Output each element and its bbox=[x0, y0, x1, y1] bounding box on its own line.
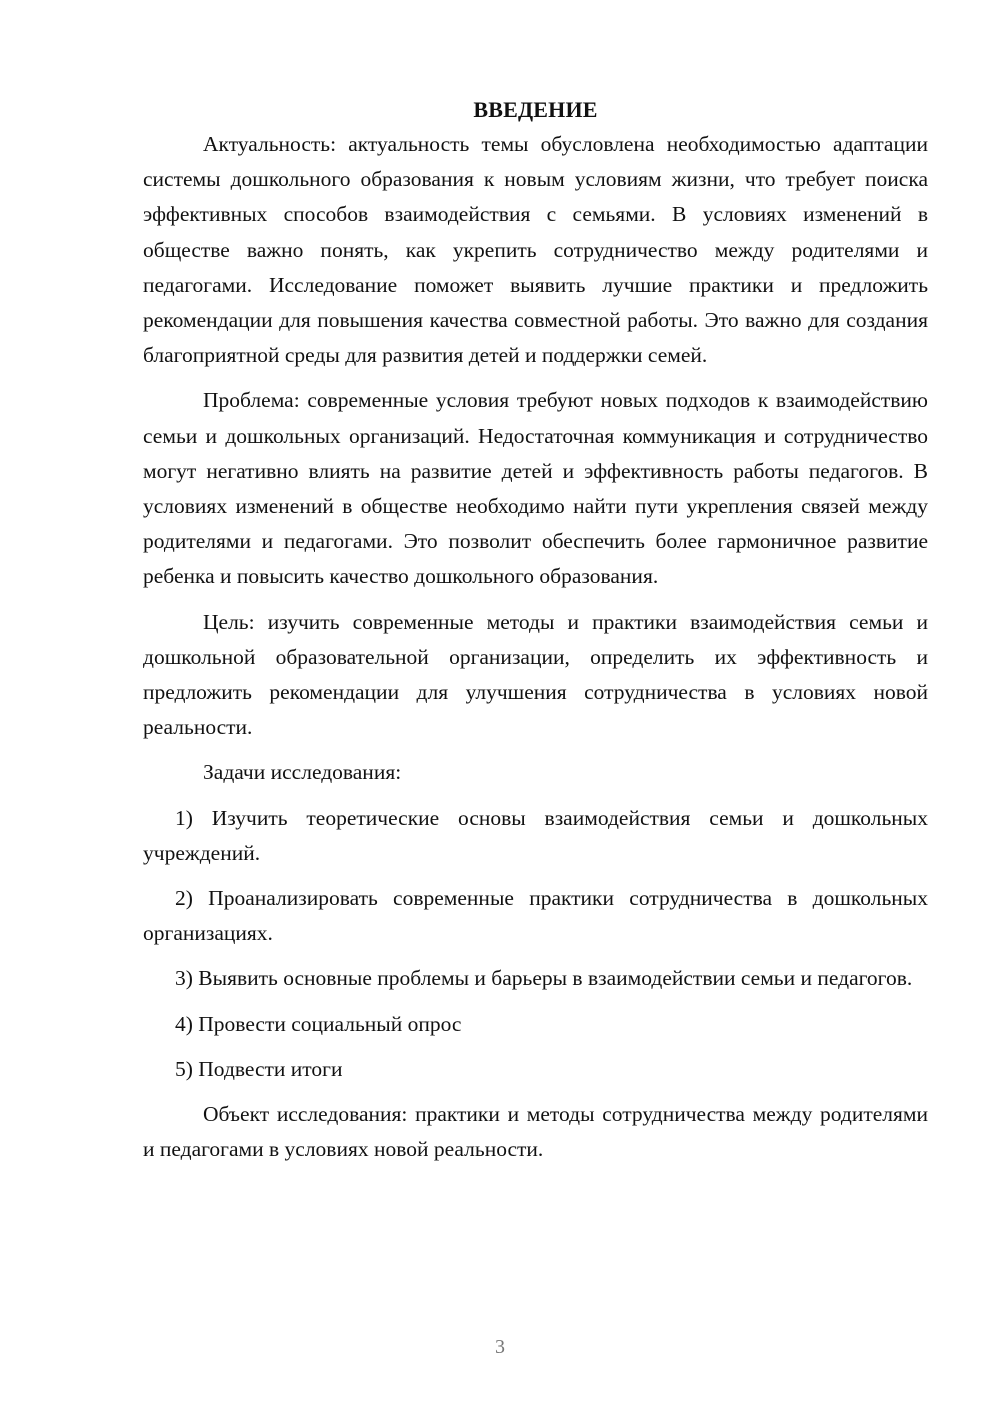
goal-paragraph: Цель: изучить современные методы и практики взаимодействия семьи и дошкольной образовательной организации, определить их эффективность и предложить рекомендации для улучшения сотрудничества в условиях новой реальности. bbox=[143, 609, 928, 740]
task-item-5: 5) Подвести итоги bbox=[175, 1056, 343, 1081]
document-page bbox=[143, 94, 928, 1167]
task-item-3: 3) Выявить основные проблемы и барьеры в взаимодействии семьи и педагогов. bbox=[175, 966, 913, 991]
task-item-1: 1) Изучить теоретические основы взаимодействия семьи и дошкольных учреждений. bbox=[143, 805, 928, 865]
page-number: 3 bbox=[495, 1336, 505, 1358]
problem-paragraph: Проблема: современные условия требуют новых подходов к взаимодействию семьи и дошкольных организаций. Недостаточная коммуникация и сотрудничество могут негативно влиять на развитие детей и эффективность работы педагогов. В условиях изменений в обществе необходимо найти пути укрепления связей между родителями и педагогами. Это позволит обеспечить более гармоничное развитие ребенка и повысить качество дошкольного образования. bbox=[143, 388, 928, 589]
task-item-4: 4) Провести социальный опрос bbox=[175, 1011, 462, 1036]
page-title: ВВЕДЕНИЕ bbox=[473, 97, 598, 122]
object-paragraph: Объект исследования: практики и методы сотрудничества между родителями и педагогами в условиях новой реальности. bbox=[143, 1102, 928, 1162]
tasks-heading: Задачи исследования: bbox=[203, 760, 402, 785]
relevance-paragraph: Актуальность: актуальность темы обусловлена необходимостью адаптации системы дошкольного образования к новым условиям жизни, что требует поиска эффективных способов взаимодействия с семьями. В условиях изменений в обществе важно понять, как укрепить сотрудничество между родителями и педагогами. Исследование поможет выявить лучшие практики и предложить рекомендации для повышения качества совместной работы. Это важно для создания благоприятной среды для развития детей и поддержки семей. bbox=[143, 132, 928, 368]
task-item-2: 2) Проанализировать современные практики сотрудничества в дошкольных организациях. bbox=[143, 886, 928, 946]
